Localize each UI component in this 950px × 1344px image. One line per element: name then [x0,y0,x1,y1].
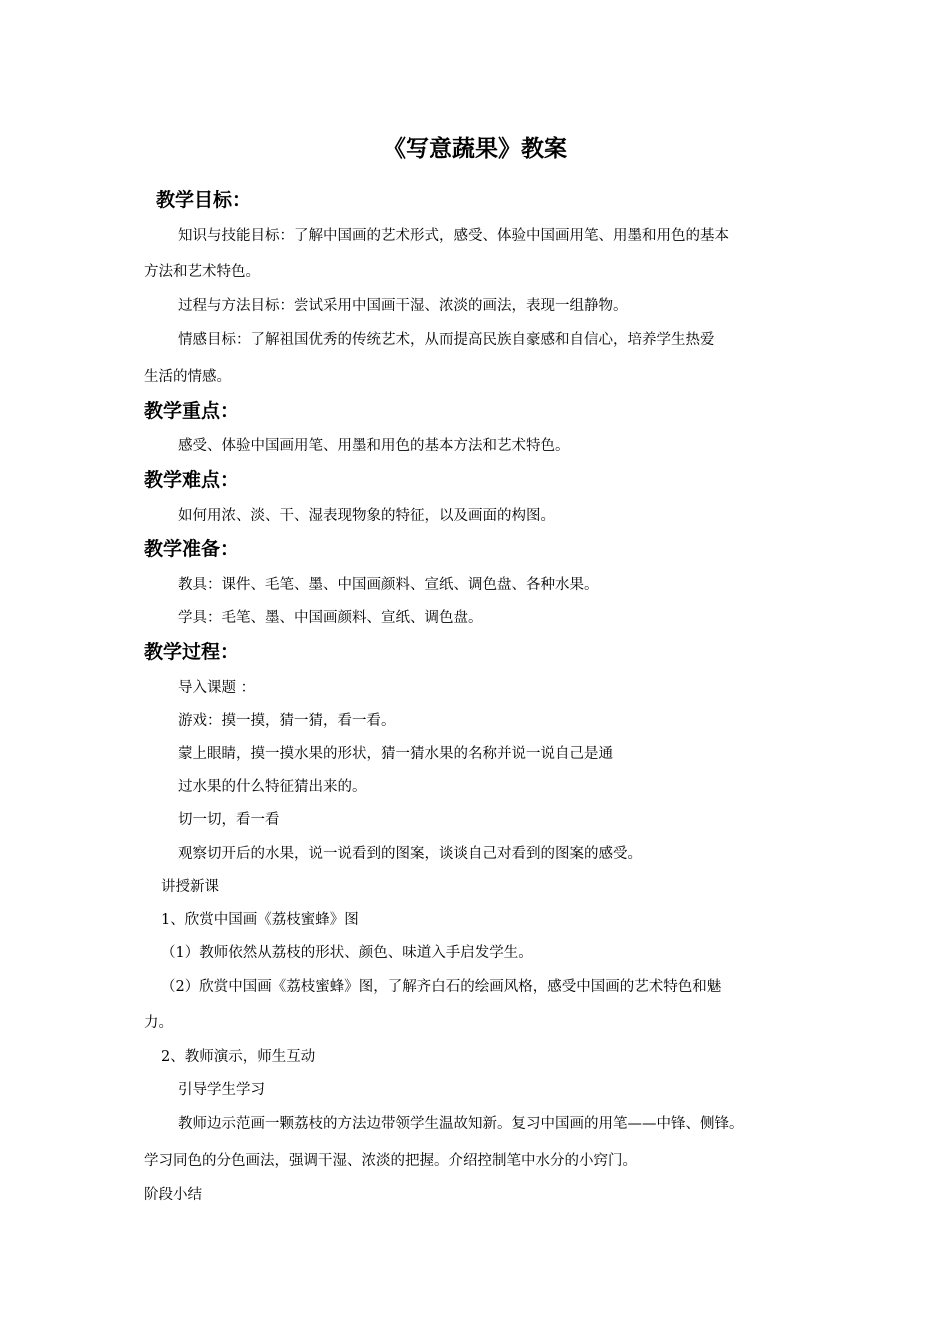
process-heading: 教学过程： [144,641,240,663]
emotion-objective-line2: 生活的情感。 [144,369,231,385]
emotion-objective-line1: 情感目标：了解祖国优秀的传统艺术，从而提高民族自豪感和自信心，培养学生热爱 [178,332,715,348]
objectives-heading: 教学目标： [156,189,252,211]
intro-text: 导入课题 ： [178,680,256,696]
key-points-text: 感受、体验中国画用笔、用墨和用色的基本方法和艺术特色。 [178,438,570,454]
cut-text: 切一切，看一看 [178,812,280,828]
step2-line2: 力。 [144,1015,173,1031]
teach-line1: 教师边示范画一颗荔枝的方法边带领学生温故知新。复习中国画的用笔——中锋、侧锋。 [178,1116,744,1132]
document-title: 《写意蔬果》教案 [383,136,567,162]
guide-text: 引导学生学习 [178,1082,265,1098]
key-points-heading: 教学重点： [144,400,240,422]
student-materials: 学具：毛笔、墨、中国画颜料、宣纸、调色盘。 [178,610,483,626]
summary-text: 阶段小结 [144,1187,202,1203]
demo-text: 2、教师演示，师生互动 [161,1049,316,1065]
blindfold-line1: 蒙上眼睛，摸一摸水果的形状，猜一猜水果的名称并说一说自己是通 [178,746,613,762]
knowledge-objective-line1: 知识与技能目标：了解中国画的艺术形式，感受、体验中国画用笔、用墨和用色的基本 [178,228,729,244]
teacher-materials: 教具：课件、毛笔、墨、中国画颜料、宣纸、调色盘、各种水果。 [178,577,599,593]
game-text: 游戏：摸一摸，猜一猜，看一看。 [178,713,396,729]
process-objective: 过程与方法目标：尝试采用中国画干湿、浓淡的画法，表现一组静物。 [178,298,628,314]
difficulties-heading: 教学难点： [144,469,240,491]
new-lesson-text: 讲授新课 [161,879,219,895]
blindfold-line2: 过水果的什么特征猜出来的。 [178,779,367,795]
observe-text: 观察切开后的水果，说一说看到的图案，谈谈自己对看到的图案的感受。 [178,846,642,862]
knowledge-objective-line2: 方法和艺术特色。 [144,264,260,280]
appreciate-text: 1、欣赏中国画《荔枝蜜蜂》图 [161,912,359,928]
difficulties-text: 如何用浓、淡、干、湿表现物象的特征，以及画面的构图。 [178,508,555,524]
teach-line2: 学习同色的分色画法，强调干湿、浓淡的把握。介绍控制笔中水分的小窍门。 [144,1153,637,1169]
preparation-heading: 教学准备： [144,538,240,560]
step2-line1: （2）欣赏中国画《荔枝蜜蜂》图，了解齐白石的绘画风格，感受中国画的艺术特色和魅 [161,979,722,995]
step1-text: （1）教师依然从荔枝的形状、颜色、味道入手启发学生。 [161,945,533,961]
